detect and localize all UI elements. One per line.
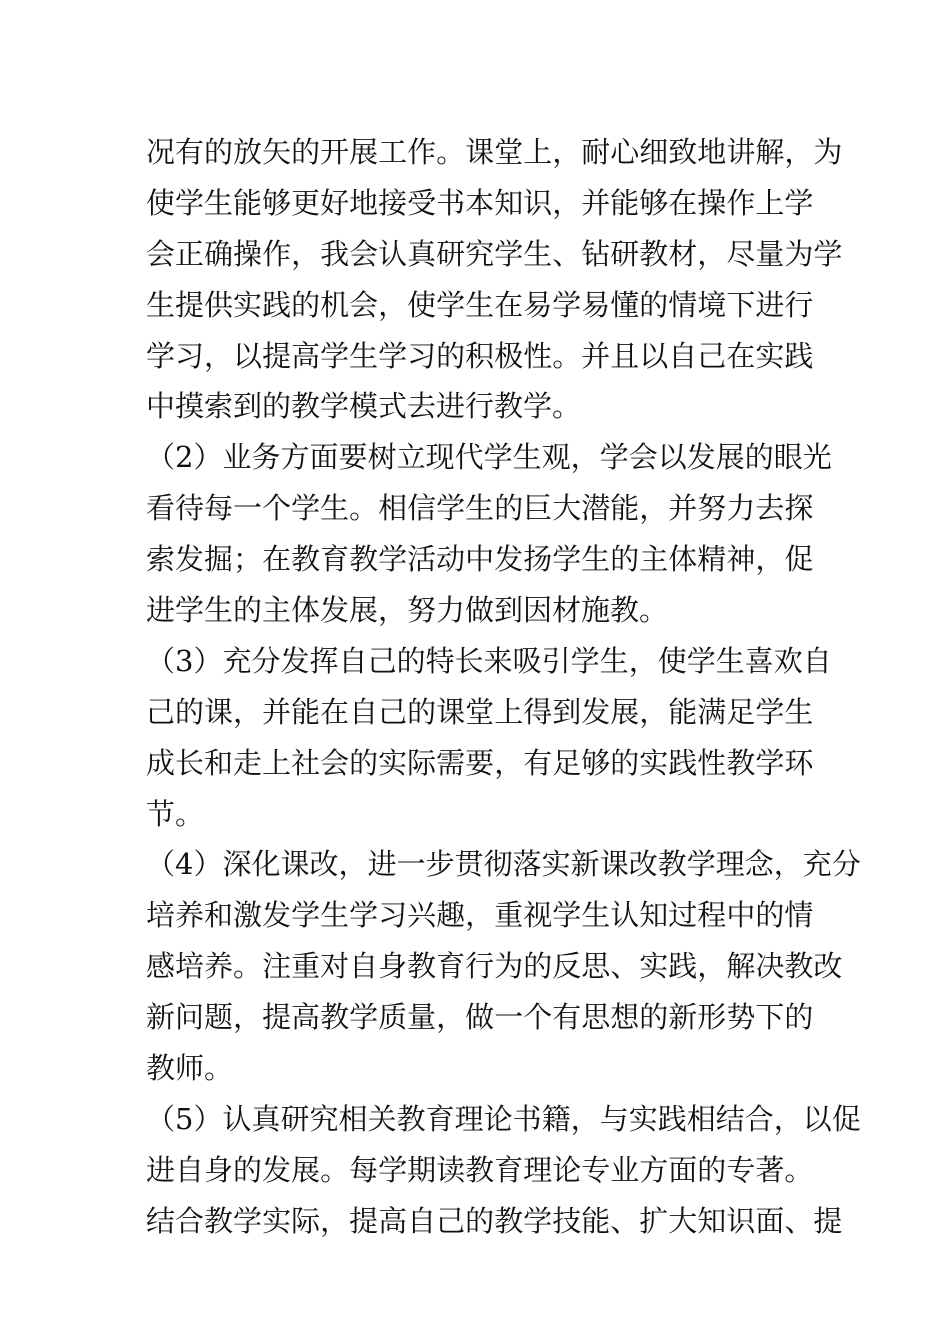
text-line: 会 正 确 操 作 ， 我 会 认 真 研 究 学 生 、 钻 研 教 材 ， 尽 量 为 学 [146, 236, 843, 271]
text-line: 索 发 掘 ； 在 教 育 教 学 活 动 中 发 扬 学 生 的 主 体 精 神 ， 促 [146, 542, 814, 577]
text-line: 进学生的主体发展，努力做到因材施教。 [146, 593, 669, 628]
text-line: 己 的 课 ， 并 能 在 自 己 的 课 堂 上 得 到 发 展 ， 能 满 足 学 生 [146, 694, 814, 729]
text-line: 看 待 每 一 个 学 生 。 相 信 学 生 的 巨 大 潜 能 ， 并 努 力 去 探 [146, 491, 814, 526]
text-line: 感 培 养 。 注 重 对 自 身 教 育 行 为 的 反 思 、 实 践 ， 解 决 教 改 [146, 949, 843, 984]
text-line: 培 养 和 激 发 学 生 学 习 兴 趣 ， 重 视 学 生 认 知 过 程 中 的 情 [146, 898, 814, 933]
text-line: 成 长 和 走 上 社 会 的 实 际 需 要 ， 有 足 够 的 实 践 性 教 学 环 [146, 745, 814, 780]
text-line: 生 提 供 实 践 的 机 会 ， 使 学 生 在 易 学 易 懂 的 情 境 下 进 行 [146, 287, 814, 322]
text-line: （ 3 ） 充 分 发 挥 自 己 的 特 长 来 吸 引 学 生 ， 使 学 生 喜 欢 自 [146, 643, 832, 678]
text-line: （ 2 ） 业 务 方 面 要 树 立 现 代 学 生 观 ， 学 会 以 发 展 的 眼 光 [146, 440, 832, 475]
text-line: 学 习 ， 以 提 高 学 生 学 习 的 积 极 性 。 并 且 以 自 己 在 实 践 [146, 338, 814, 373]
text-line: 节。 [146, 796, 205, 831]
text-line: （ 5 ） 认 真 研 究 相 关 教 育 理 论 书 籍 ， 与 实 践 相 结 合 ， 以 促 [146, 1101, 861, 1136]
text-line: 况 有 的 放 矢 的 开 展 工 作 。 课 堂 上 ， 耐 心 细 致 地 讲 解 ， 为 [146, 135, 843, 169]
text-line: 新 问 题 ， 提 高 教 学 质 量 ， 做 一 个 有 思 想 的 新 形 势 下 的 [146, 1000, 814, 1035]
body-text [146, 127, 861, 1247]
text-line: 中摸索到的教学模式去进行教学。 [146, 389, 582, 424]
text-line: 进 自 身 的 发 展 。 每 学 期 读 教 育 理 论 专 业 方 面 的 专 著 。 [146, 1152, 814, 1187]
text-line: 结 合 教 学 实 际 ， 提 高 自 己 的 教 学 技 能 、 扩 大 知 识 面 、 提 [146, 1203, 843, 1238]
text-line: 教师。 [146, 1051, 234, 1086]
text-line: （ 4 ） 深 化 课 改 ， 进 一 步 贯 彻 落 实 新 课 改 教 学 理 念 ， 充 分 [146, 847, 861, 882]
text-line: 使 学 生 能 够 更 好 地 接 受 书 本 知 识 ， 并 能 够 在 操 作 上 学 [146, 185, 814, 220]
